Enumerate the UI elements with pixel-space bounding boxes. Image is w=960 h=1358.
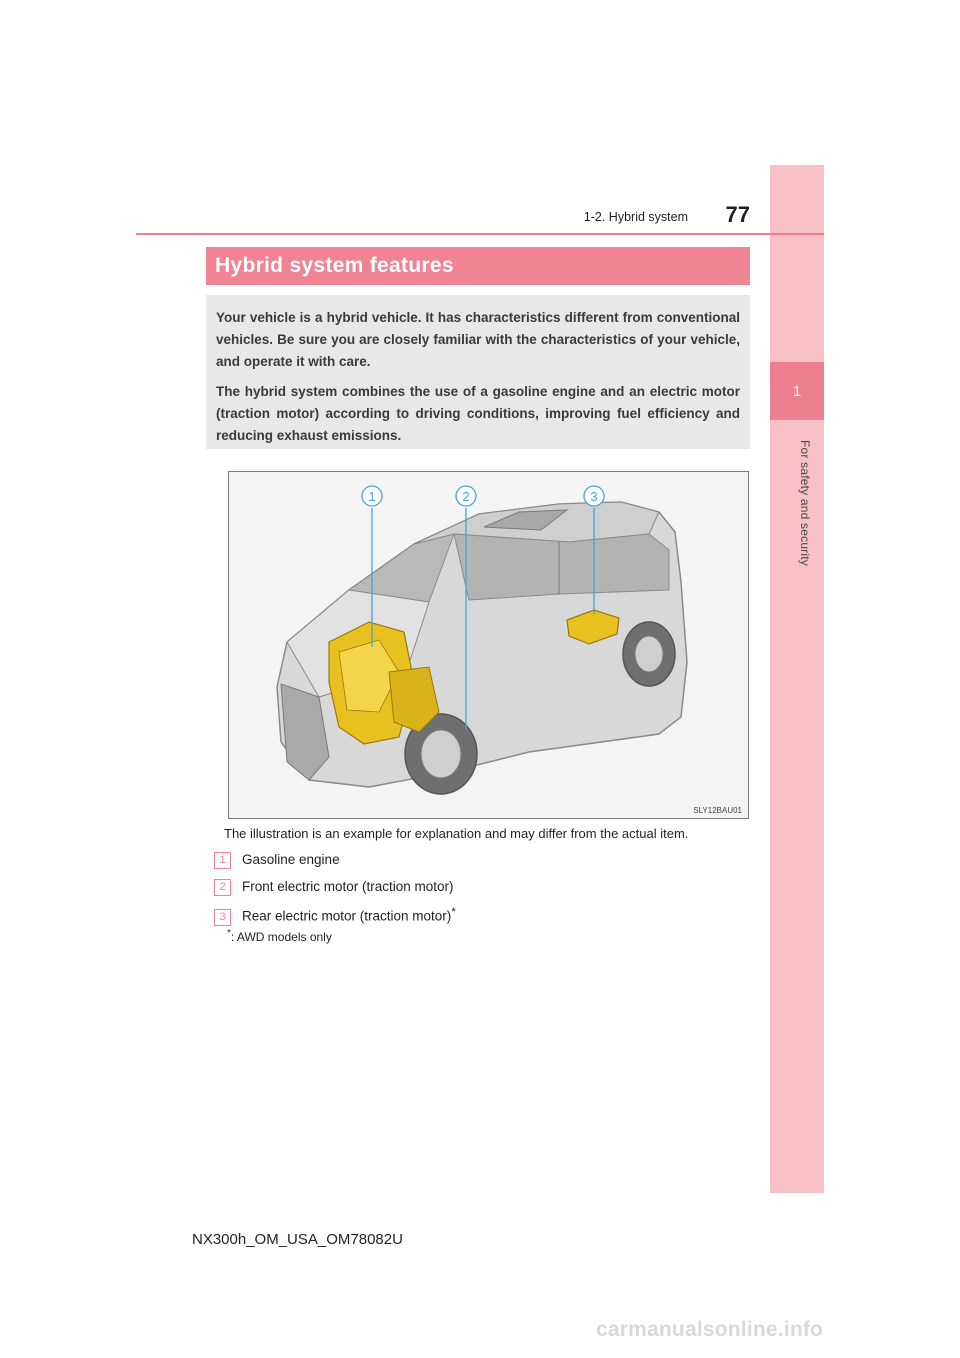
figure-caption: The illustration is an example for explanation and may differ from the actual item. xyxy=(224,826,689,841)
footnote-mark: * xyxy=(451,906,456,918)
section-title-bar xyxy=(206,247,750,285)
legend-label: Front electric motor (traction motor) xyxy=(242,879,454,894)
footnote xyxy=(227,928,332,944)
legend-item xyxy=(214,852,340,869)
figure-code: SLY12BAU01 xyxy=(693,806,742,815)
legend-item xyxy=(214,879,454,896)
legend-item xyxy=(214,906,456,926)
section-title: Hybrid system features xyxy=(215,254,454,277)
header-rule xyxy=(136,233,824,235)
callout-3-label: 3 xyxy=(590,489,598,504)
intro-paragraph: Your vehicle is a hybrid vehicle. It has characteristics different from conventional vehicles. Be sure you are closely familiar with the characteristics of your vehicle, and operate it with care. xyxy=(216,310,740,369)
chapter-number: 1 xyxy=(792,382,802,400)
chapter-title: For safety and security xyxy=(798,440,812,566)
vehicle-drawing xyxy=(229,472,748,818)
legend-number-box: 1 xyxy=(214,852,231,869)
watermark: carmanualsonline.info xyxy=(596,1318,824,1341)
intro-paragraph: The hybrid system combines the use of a gasoline engine and an electric motor (traction motor) according to driving conditions, improving fuel efficiency and reducing exhaust emissions. xyxy=(216,384,740,443)
document-code: NX300h_OM_USA_OM78082U xyxy=(192,1231,403,1248)
chapter-number-tab xyxy=(770,362,824,420)
footnote-text: : AWD models only xyxy=(230,930,332,944)
legend-number-box: 2 xyxy=(214,879,231,896)
legend-label: Rear electric motor (traction motor) xyxy=(242,908,452,924)
footnote-mark: * xyxy=(227,928,231,939)
vehicle-illustration xyxy=(228,471,749,819)
callout-2-label: 2 xyxy=(462,489,470,504)
callout-1-label: 1 xyxy=(368,489,376,504)
page-number: 77 xyxy=(725,202,750,227)
legend-label: Gasoline engine xyxy=(242,852,340,867)
legend-number-box: 3 xyxy=(214,909,231,926)
running-head: 1-2. Hybrid system xyxy=(583,210,688,224)
intro-box xyxy=(206,295,750,449)
chapter-side-tab xyxy=(770,165,824,1193)
